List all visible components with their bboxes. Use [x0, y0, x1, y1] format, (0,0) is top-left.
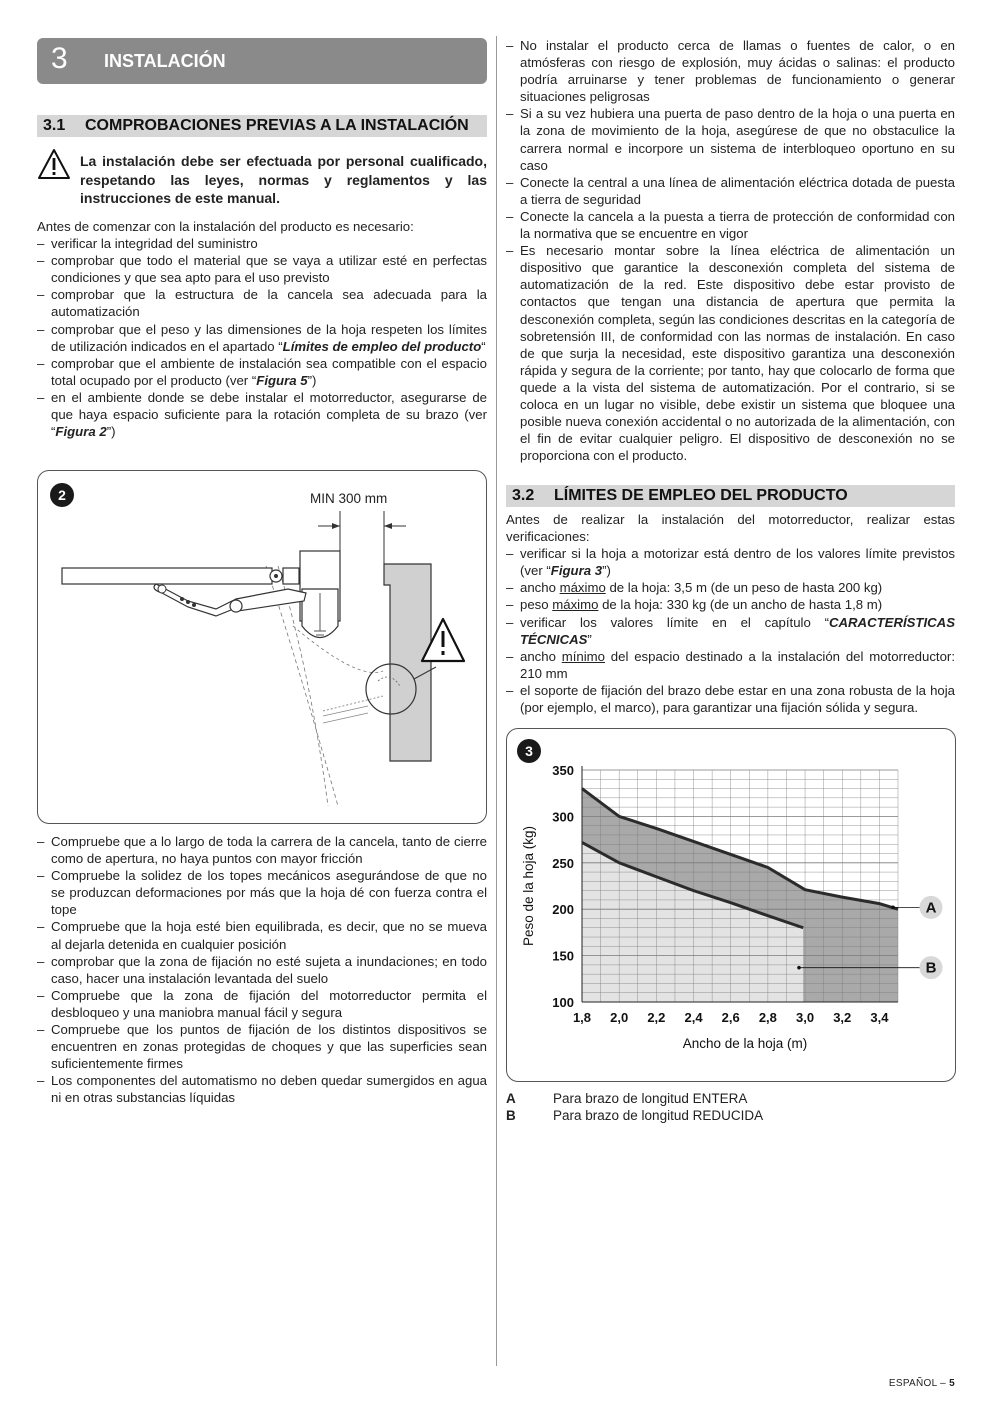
right-column-text-1 [506, 37, 955, 464]
column-divider [496, 36, 497, 1366]
page-number: 5 [949, 1378, 955, 1389]
y-tick-label: 300 [552, 809, 574, 825]
callout-label-a: A [925, 899, 937, 917]
list-item: – peso máximo de la hoja: 330 kg (de un ancho de hasta 1,8 m) [506, 597, 883, 613]
list-item: – ancho mínimo del espacio destinado a la instalación del motorreductor: 210 mm [506, 648, 955, 681]
y-tick-label: 200 [552, 902, 574, 918]
y-tick-label: 150 [552, 948, 574, 964]
section-title: COMPROBACIONES PREVIAS A LA INSTALACIÓN [85, 117, 469, 134]
x-tick-label: 3,2 [833, 1010, 852, 1025]
list-item: – comprobar que el peso y las dimensiones de la hoja respeten los límites de utilización indicados en el apartado “Límites de empleo del producto“ [37, 321, 487, 354]
list-item: – en el ambiente donde se debe instalar el motorreductor, asegurarse de que haya espacio suficiente para la rotación completa de su brazo (ver “Figura 2”) [37, 389, 487, 440]
section-heading-3-1 [37, 115, 487, 137]
list-item: – Compruebe que la hoja esté bien equilibrada, es decir, que no se mueva al dejarla detenida en cualquier posición [37, 919, 487, 952]
footer-language: ESPAÑOL – [888, 1378, 950, 1389]
list-item: – comprobar que el ambiente de instalación sea compatible con el espacio total ocupado por el producto (ver “Figura 5”) [37, 355, 487, 388]
chapter-banner [37, 38, 487, 84]
x-tick-label: 2,0 [610, 1010, 629, 1025]
list-item: – comprobar que la zona de fijación no esté sujeta a inundaciones; en todo caso, hacer una instalación levantada del suelo [37, 953, 487, 986]
right-column-text-2 [506, 511, 955, 716]
list-item: – No instalar el producto cerca de llamas o fuentes de calor, o en atmósferas con riesgo de explosión, muy ácidas o salinas: el producto podría arruinarse y tener problemas de funcionamiento o generar situaciones peligrosas [506, 38, 955, 105]
list-item: – verificar los valores límite en el capítulo “CARACTERÍSTICAS TÉCNICAS” [506, 614, 955, 647]
x-tick-label: 2,6 [721, 1010, 740, 1025]
chapter-number: 3 [51, 42, 68, 75]
cross-reference: Figura 2 [55, 424, 107, 440]
left-column-text-2 [37, 833, 487, 1107]
left-column-text-1 [37, 218, 487, 440]
list-item: – comprobar que la estructura de la cancela sea adecuada para la automatización [37, 287, 487, 320]
section-number: 3.1 [43, 117, 66, 134]
page-footer [889, 1378, 955, 1389]
warning-text: La instalación debe ser efectuada por personal cualificado, respetando las leyes, normas y reglamentos y las instrucciones de este manual. [80, 153, 487, 206]
figure-badge: 2 [50, 483, 74, 507]
section-title: LÍMITES DE EMPLEO DEL PRODUCTO [554, 487, 848, 504]
list-item: – verificar si la hoja a motorizar está dentro de los valores límite previstos (ver “Figura 3”) [506, 546, 955, 579]
list-item: – Compruebe que la zona de fijación del motorreductor permita el desbloqueo y una maniobra manual fácil y segura [37, 987, 487, 1020]
chapter-title: INSTALACIÓN [104, 51, 226, 71]
warning-triangle-icon [37, 148, 71, 180]
section-number: 3.2 [512, 487, 535, 504]
x-tick-label: 3,0 [796, 1010, 815, 1025]
cross-reference: CARACTERÍSTICAS TÉCNICAS [520, 614, 955, 647]
figure-badge: 3 [517, 739, 541, 763]
min-distance-label: MIN 300 mm [310, 491, 388, 506]
x-tick-label: 2,8 [758, 1010, 777, 1025]
list-item: – Los componentes del automatismo no deben quedar sumergidos en agua ni en otras substancias líquidas [37, 1073, 487, 1106]
cross-reference: Límites de empleo del producto [282, 338, 482, 354]
cross-reference: Figura 3 [550, 563, 603, 579]
list-item: – ancho máximo de la hoja: 3,5 m (de un peso de hasta 200 kg) [506, 580, 883, 596]
x-tick-label: 3,4 [870, 1010, 889, 1025]
y-axis-label: Peso de la hoja (kg) [521, 825, 536, 947]
figure-3-frame [506, 728, 956, 1082]
list-item: – verificar la integridad del suministro [37, 236, 258, 252]
cross-reference: Figura 5 [256, 372, 308, 388]
x-tick-label: 2,2 [647, 1010, 666, 1025]
x-axis-label: Ancho de la hoja (m) [682, 1036, 808, 1051]
list-item: – Conecte la cancela a la puesta a tierra de protección de conformidad con la normativa que se encuentre en vigor [506, 208, 955, 242]
figure-2-drawing [38, 471, 486, 823]
list-item: – el soporte de fijación del brazo debe estar en una zona robusta de la hoja (por ejemplo, el marco), para garantizar una fijación sólida y segura. [506, 682, 955, 716]
section-heading-3-2 [506, 485, 955, 507]
y-tick-label: 250 [552, 855, 574, 871]
list-item: – Compruebe que a lo largo de toda la carrera de la cancela, tanto de cierre como de apertura, no haya puntos con mayor fricción [37, 834, 487, 867]
list-item: – Compruebe la solidez de los topes mecánicos asegurándose de que no se produzcan deformaciones por más que la hoja dé con fuerza contra el tope [37, 868, 487, 918]
x-tick-label: 2,4 [684, 1010, 703, 1025]
list-item: – Compruebe que los puntos de fijación de los distintos dispositivos se encuentren en zonas protegidas de choques y que las superficies sean suficientemente firmes [37, 1022, 487, 1072]
list-item: – Conecte la central a una línea de alimentación eléctrica dotada de puesta a tierra de seguridad [506, 174, 955, 207]
x-tick-label: 1,8 [572, 1010, 592, 1025]
y-tick-label: 100 [552, 995, 574, 1010]
y-tick-label: 350 [552, 763, 574, 778]
intro-paragraph: Antes de realizar la instalación del motorreductor, realizar estas verificaciones: [506, 512, 955, 545]
figure-2-frame [37, 470, 487, 824]
list-item: – comprobar que todo el material que se vaya a utilizar esté en perfectas condiciones y que sea apto para el uso previsto [37, 253, 487, 286]
weight-width-chart [507, 729, 955, 1081]
callout-label-b: B [925, 959, 937, 977]
list-item: – Es necesario montar sobre la línea eléctrica de alimentación un dispositivo que garantice la desconexión completa del sistema de automatización de la red. Este dispositivo debe estar provisto de contactos que tengan una distancia de apertura que permita la desconexión completa, según las condiciones descritas en la categoría de sobretensión III, de conformidad con las normas de instalación. En caso de que surja la necesidad, este dispositivo garantiza una desconexión rápida y segura de la corriente; por tanto, hay que colocarlo de forma que quede a la vista del sistema de automatización. Por el contrario, si se coloca en un lugar no visible, debe existir un sistema que bloquee una posible nueva conexión accidental o no autorizada de la alimentación, con el fin de evitar cualquier peligro. El dispositivo de desconexión no se proporciona con el producto. [506, 243, 955, 464]
list-item: – Si a su vez hubiera una puerta de paso dentro de la hoja o una puerta en la zona de movimiento de la hoja, asegúrese de que no obstaculice la carrera normal e incorpore un sistema de interbloqueo oportuno en su caso [506, 106, 955, 173]
intro-paragraph: Antes de comenzar con la instalación del producto es necesario: [37, 219, 414, 234]
